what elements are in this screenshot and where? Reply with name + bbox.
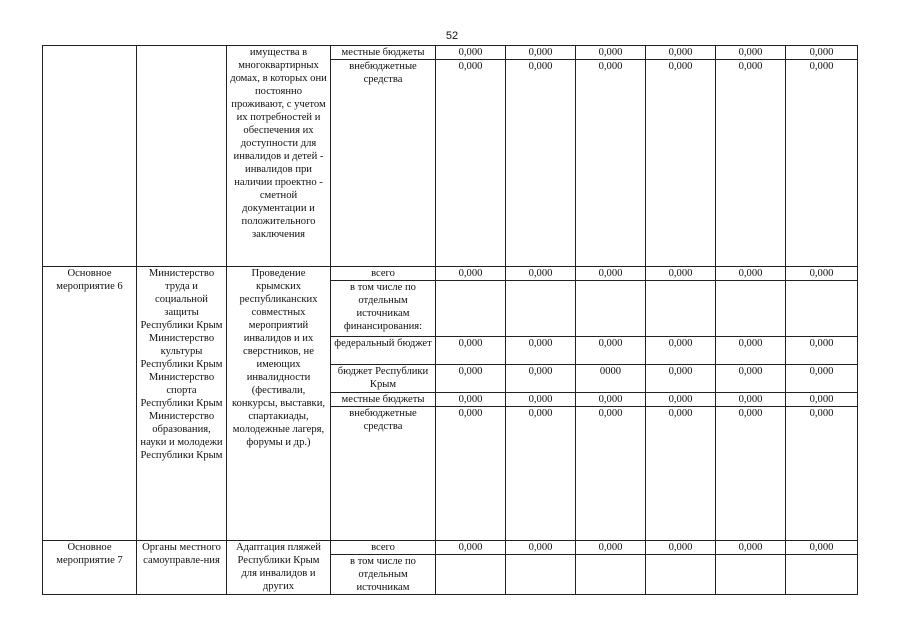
value-cell: 0,000 xyxy=(716,541,786,555)
table-row xyxy=(43,267,858,281)
executor-cell: Органы местного самоуправле-ния xyxy=(137,541,227,595)
value-cell: 0,000 xyxy=(786,407,858,541)
value-cell: 0,000 xyxy=(576,60,646,267)
value-cell: 0,000 xyxy=(786,393,858,407)
funding-source-total: всего xyxy=(331,267,436,281)
funding-source-republic: бюджет Республики Крым xyxy=(331,365,436,393)
value-cell: 0,000 xyxy=(506,407,576,541)
value-cell: 0,000 xyxy=(716,407,786,541)
funding-source-extrabudgetary: внебюджетные средства xyxy=(331,407,436,541)
value-cell: 0,000 xyxy=(646,393,716,407)
value-cell: 0,000 xyxy=(436,46,506,60)
value-cell: 0,000 xyxy=(646,541,716,555)
value-cell: 0,000 xyxy=(436,60,506,267)
activity-name-cell: Основное мероприятие 6 xyxy=(43,267,137,541)
value-cell: 0,000 xyxy=(716,60,786,267)
value-cell: 0,000 xyxy=(716,46,786,60)
value-cell: 0,000 xyxy=(576,337,646,365)
table-row xyxy=(43,541,858,555)
value-cell: 0,000 xyxy=(786,60,858,267)
value-cell: 0,000 xyxy=(716,267,786,281)
activity-description-cell: Адаптация пляжей Республики Крым для инвалидов и других xyxy=(227,541,331,595)
executor-cell xyxy=(137,46,227,267)
empty-cell xyxy=(506,555,576,595)
value-cell: 0,000 xyxy=(576,541,646,555)
value-cell: 0,000 xyxy=(436,365,506,393)
value-cell: 0,000 xyxy=(436,267,506,281)
value-cell: 0,000 xyxy=(646,60,716,267)
activity-description-cell: имущества в многоквартирных домах, в которых они постоянно проживают, с учетом их потребностей и обеспечения их доступности для инвалидов и детей - инвалидов при наличии проектно - сметной документации и положительного заключения xyxy=(227,46,331,267)
value-cell: 0,000 xyxy=(646,365,716,393)
empty-cell xyxy=(716,281,786,337)
value-cell: 0,000 xyxy=(786,365,858,393)
value-cell: 0,000 xyxy=(436,393,506,407)
value-cell: 0,000 xyxy=(576,46,646,60)
funding-source-federal: федеральный бюджет xyxy=(331,337,436,365)
empty-cell xyxy=(716,555,786,595)
empty-cell xyxy=(646,281,716,337)
table-row xyxy=(43,46,858,60)
value-cell: 0,000 xyxy=(576,407,646,541)
value-cell: 0,000 xyxy=(646,46,716,60)
activity-description-cell: Проведение крымских республиканских совместных мероприятий инвалидов и их сверстников, не имеющих инвалидности (фестивали, конкурсы, выставки, спартакиады, молодежные лагеря, форумы и др.) xyxy=(227,267,331,541)
empty-cell xyxy=(506,281,576,337)
value-cell: 0,000 xyxy=(716,365,786,393)
budget-table xyxy=(42,45,858,595)
value-cell: 0,000 xyxy=(506,60,576,267)
value-cell: 0,000 xyxy=(506,267,576,281)
value-cell: 0000 xyxy=(576,365,646,393)
empty-cell xyxy=(436,555,506,595)
funding-source-total: всего xyxy=(331,541,436,555)
value-cell: 0,000 xyxy=(436,541,506,555)
funding-source-local: местные бюджеты xyxy=(331,46,436,60)
value-cell: 0,000 xyxy=(506,337,576,365)
value-cell: 0,000 xyxy=(786,267,858,281)
value-cell: 0,000 xyxy=(506,365,576,393)
value-cell: 0,000 xyxy=(646,337,716,365)
value-cell: 0,000 xyxy=(506,393,576,407)
funding-source-local: местные бюджеты xyxy=(331,393,436,407)
value-cell: 0,000 xyxy=(716,337,786,365)
value-cell: 0,000 xyxy=(506,46,576,60)
funding-source-including: в том числе по отдельным источникам xyxy=(331,555,436,595)
funding-source-extrabudgetary: внебюджетные средства xyxy=(331,60,436,267)
value-cell: 0,000 xyxy=(786,541,858,555)
empty-cell xyxy=(576,281,646,337)
value-cell: 0,000 xyxy=(646,407,716,541)
executor-cell: Министерство труда и социальной защиты Республики Крым Министерство культуры Республики Крым Министерство спорта Республики Крым Министерство образования, науки и молодежи Республики Крым xyxy=(137,267,227,541)
value-cell: 0,000 xyxy=(436,337,506,365)
funding-source-including: в том числе по отдельным источникам финансирования: xyxy=(331,281,436,337)
empty-cell xyxy=(646,555,716,595)
value-cell: 0,000 xyxy=(506,541,576,555)
empty-cell xyxy=(576,555,646,595)
value-cell: 0,000 xyxy=(646,267,716,281)
activity-name-cell xyxy=(43,46,137,267)
page-number: 52 xyxy=(445,30,459,42)
value-cell: 0,000 xyxy=(576,267,646,281)
value-cell: 0,000 xyxy=(786,337,858,365)
value-cell: 0,000 xyxy=(436,407,506,541)
value-cell: 0,000 xyxy=(716,393,786,407)
empty-cell xyxy=(436,281,506,337)
empty-cell xyxy=(786,281,858,337)
activity-name-cell: Основное мероприятие 7 xyxy=(43,541,137,595)
value-cell: 0,000 xyxy=(786,46,858,60)
empty-cell xyxy=(786,555,858,595)
value-cell: 0,000 xyxy=(576,393,646,407)
